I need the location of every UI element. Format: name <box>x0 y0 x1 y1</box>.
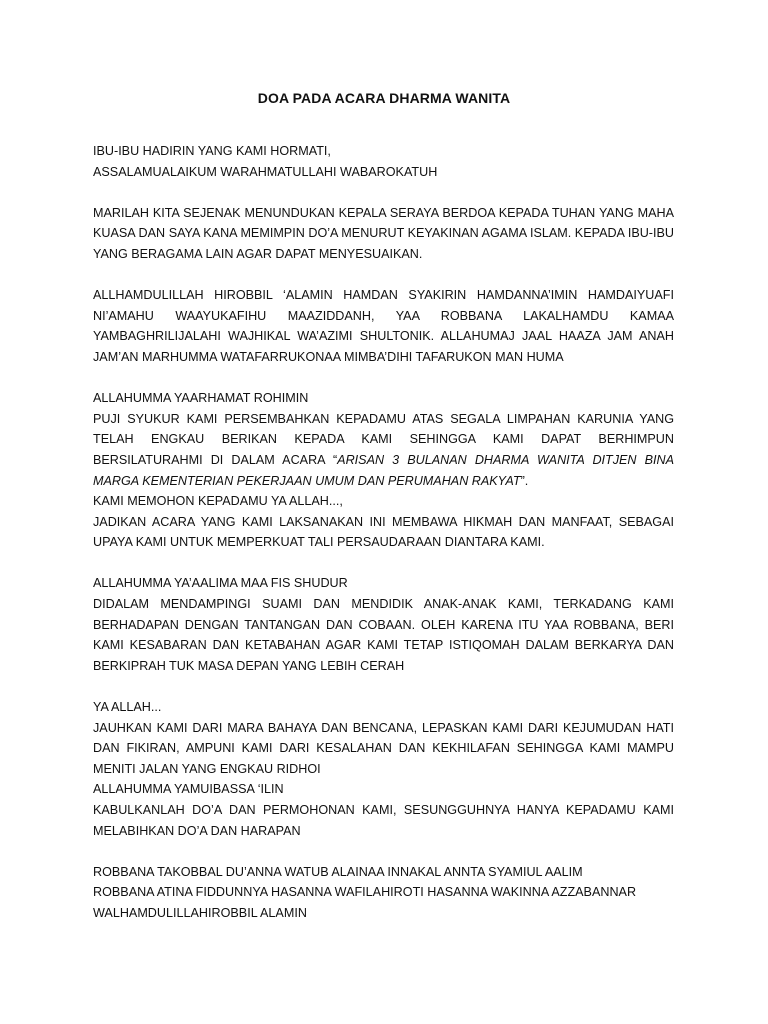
section-heading: ALLAHUMMA YAMUIBASSA ‘ILIN <box>93 782 284 797</box>
hamdalah-paragraph: ALLHAMDULILLAH HIROBBIL ‘ALAMIN HAMDAN SYAKIRIN HAMDANNA’IMIN HAMDAIYUAFI NI’AMAHU WAAYUKAFIHU MAAZIDDANH, YAA ROBBANA LAKALHAMDU KAMAA YAMBAGHRILIJALAHI WAJHIKAL WA’AZIMI SHULTONIK. ALLAHUMAJ JAAL HAAZA JAM ANAH JAM’AN MARHUMMA WATAFARRUKONAA MIMBA’DIHI TAFARUKON MAN HUMA <box>93 288 674 364</box>
hikmah-text: JADIKAN ACARA YANG KAMI LAKSANAKAN INI MEMBAWA HIKMAH DAN MANFAAT, SEBAGAI UPAYA KAMI UNTUK MEMPERKUAT TALI PERSAUDARAAN DIANTARA KAMI. <box>93 514 674 550</box>
salam-line: ASSALAMUALAIKUM WARAHMATULLAHI WABAROKATUH <box>93 164 438 179</box>
closing-line: ROBBANA TAKOBBAL DU’ANNA WATUB ALAINAA INNAKAL ANNTA SYAMIUL AALIM <box>93 864 583 879</box>
greeting-block <box>93 141 674 182</box>
opening-paragraph: MARILAH KITA SEJENAK MENUNDUKAN KEPALA SERAYA BERDOA KEPADA TUHAN YANG MAHA KUASA DAN SAYA KANA MEMIMPIN DO’A MENURUT KEYAKINAN AGAMA ISLAM. KEPADA IBU-IBU YANG BERAGAMA LAIN AGAR DAPAT MENYESUAIKAN. <box>93 205 674 261</box>
closing-section <box>93 862 674 924</box>
patience-text: DIDALAM MENDAMPINGI SUAMI DAN MENDIDIK ANAK-ANAK KAMI, TERKADANG KAMI BERHADAPAN DENGAN TANTANGAN DAN COBAAN. OLEH KARENA ITU YAA ROBBANA, BERI KAMI KESABARAN DAN KETABAHAN AGAR KAMI TETAP ISTIQOMAH DALAM BERKARYA DAN BERKIPRAH TUK MASA DEPAN YANG LEBIH CERAH <box>93 597 674 673</box>
shudur-section <box>93 573 674 676</box>
petition-line: KAMI MEMOHON KEPADAMU YA ALLAH..., <box>93 494 343 509</box>
greeting-line: IBU-IBU HADIRIN YANG KAMI HORMATI, <box>93 144 331 158</box>
gratitude-text-end: ”. <box>520 473 529 488</box>
closing-line: WALHAMDULILLAHIROBBIL ALAMIN <box>93 905 307 920</box>
closing-line: ROBBANA ATINA FIDDUNNYA HASANNA WAFILAHIROTI HASANNA WAKINNA AZZABANNAR <box>93 885 637 900</box>
section-heading: ALLAHUMMA YA’AALIMA MAA FIS SHUDUR <box>93 576 348 591</box>
acceptance-text: KABULKANLAH DO’A DAN PERMOHONAN KAMI, SESUNGGUHNYA HANYA KEPADAMU KAMI MELABIHKAN DO’A DAN HARAPAN <box>93 803 674 838</box>
section-heading: ALLAHUMMA YAARHAMAT ROHIMIN <box>93 391 309 406</box>
gratitude-text: PUJI SYUKUR KAMI PERSEMBAHKAN KEPADAMU ATAS SEGALA LIMPAHAN KARUNIA YANG TELAH ENGKAU BERIKAN KEPADA KAMI SEHINGGA KAMI DAPAT BERHIMPUN BERSILATURAHMI DI DALAM ACARA “ <box>93 411 674 467</box>
section-heading: YA ALLAH... <box>93 700 162 715</box>
rohimin-section <box>93 388 674 553</box>
document-body <box>93 141 674 924</box>
document-title: DOA PADA ACARA DHARMA WANITA <box>257 90 511 106</box>
event-name: ARISAN 3 BULANAN DHARMA WANITA DITJEN BINA MARGA KEMENTERIAN PEKERJAAN UMUM DAN PERUMAHAN RAKYAT <box>93 452 675 488</box>
protection-text: JAUHKAN KAMI DARI MARA BAHAYA DAN BENCANA, LEPASKAN KAMI DARI KEJUMUDAN HATI DAN FIKIRAN, AMPUNI KAMI DARI KESALAHAN DAN KEKHILAFAN SEHINGGA KAMI MAMPU MENITI JALAN YANG ENGKAU RIDHOI <box>93 720 674 776</box>
protection-section <box>93 697 674 841</box>
